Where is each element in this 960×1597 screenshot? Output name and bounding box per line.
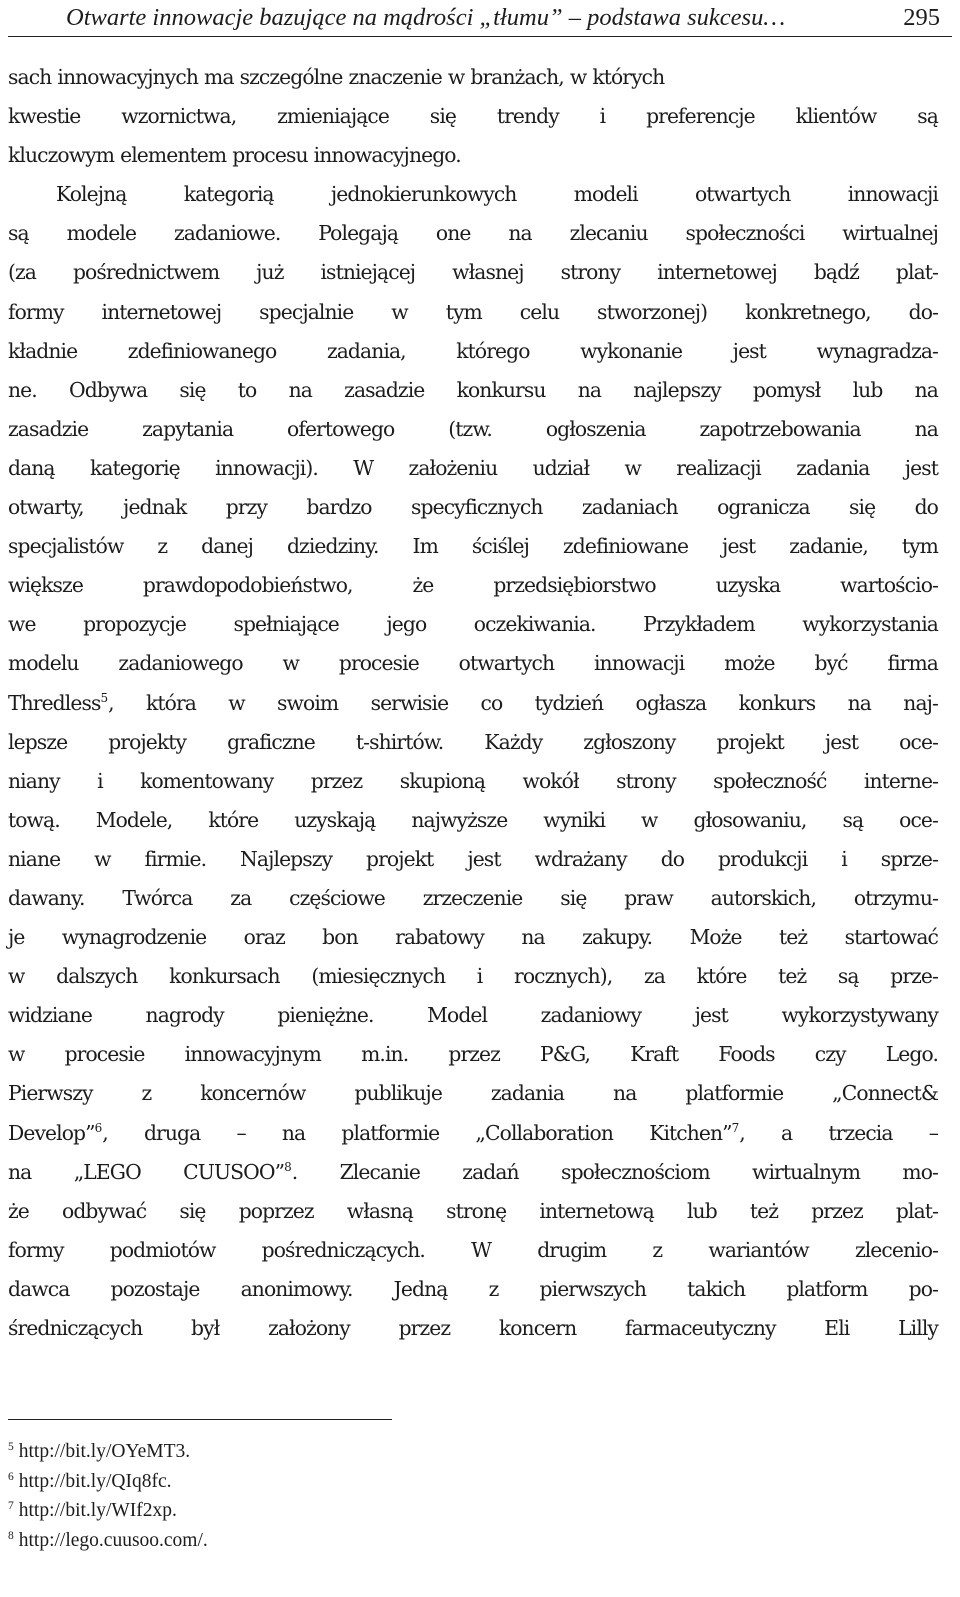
text-line: niany i komentowany przez skupioną wokół strony społeczność interne- (8, 768, 938, 793)
footnote-ref-6: 6 (94, 1120, 103, 1135)
text-line: że odbywać się poprzez własną stronę internetową lub też przez plat- (8, 1198, 938, 1223)
text-line: sach innowacyjnych ma szczególne znaczenie w branżach, w których (8, 65, 665, 89)
footnote-ref-8: 8 (284, 1159, 292, 1174)
text-line: Pierwszy z koncernów publikuje zadania na platformie „Connect& (8, 1081, 938, 1106)
text-run: Develop” (8, 1120, 95, 1145)
body-paragraphs (8, 58, 938, 1348)
header-title: Otwarte innowacje bazujące na mądrości „tłumu” – podstawa sukcesu… (66, 4, 786, 31)
text-line: lepsze projekty graficzne t-shirtów. Każdy zgłoszony projekt jest oce- (8, 729, 938, 754)
footnote-number: 6 (8, 1470, 14, 1483)
text-run: , która w swoim serwisie co tydzień ogłasza konkurs na naj- (108, 690, 938, 715)
footnote-8 (8, 1526, 208, 1556)
footnote-link[interactable]: http://bit.ly/OYeMT3. (18, 1441, 191, 1462)
footnote-link[interactable]: http://bit.ly/WIf2xp. (18, 1500, 177, 1521)
text-run: , a trzecia – (739, 1120, 938, 1145)
text-line: w dalszych konkursach (miesięcznych i rocznych), za które też są prze- (8, 964, 938, 989)
text-line: dawca pozostaje anonimowy. Jedną z pierwszych takich platform po- (8, 1276, 938, 1301)
text-run: na „LEGO CUUSOO” (8, 1159, 285, 1184)
text-line: otwarty, jednak przy bardzo specyficznych zadaniach ogranicza się do (8, 495, 938, 520)
text-line: formy podmiotów pośredniczących. W drugim z wariantów zlecenio- (8, 1237, 938, 1262)
page-number: 295 (903, 4, 940, 31)
footnote-7 (8, 1496, 208, 1526)
text-line: modelu zadaniowego w procesie otwartych innowacji może być firma (8, 651, 938, 676)
text-line: większe prawdopodobieństwo, że przedsiębiorstwo uzyska wartościo- (8, 573, 938, 598)
footnote-ref-7: 7 (731, 1120, 740, 1135)
text-line: Kolejną kategorią jednokierunkowych modeli otwartych innowacji (56, 182, 938, 207)
text-line (8, 1114, 938, 1153)
text-run: Thredless (8, 690, 101, 715)
text-line: kładnie zdefiniowanego zadania, którego wykonanie jest wynagradza- (8, 338, 938, 363)
text-line (8, 684, 938, 723)
text-line: zasadzie zapytania ofertowego (tzw. ogłoszenia zapotrzebowania na (8, 416, 938, 441)
footnote-link[interactable]: http://bit.ly/QIq8fc. (18, 1470, 172, 1492)
text-run: , druga – na platformie „Collaboration Kitchen” (102, 1120, 732, 1145)
text-line: średniczących był założony przez koncern farmaceutyczny Eli Lilly (8, 1316, 938, 1340)
text-line: tową. Modele, które uzyskają najwyższe wyniki w głosowaniu, są oce- (8, 807, 938, 832)
text-line (8, 1153, 938, 1192)
footnote-number: 5 (8, 1441, 14, 1453)
text-line: we propozycje spełniające jego oczekiwania. Przykładem wykorzystania (8, 612, 938, 637)
footnote-number: 8 (8, 1529, 14, 1542)
text-line: formy internetowej specjalnie w tym celu stworzonej) konkretnego, do- (8, 299, 938, 324)
running-header (8, 2, 952, 37)
text-run: . Zlecanie zadań społecznościom wirtualnym mo- (291, 1159, 938, 1184)
text-line: dawany. Twórca za częściowe zrzeczenie się praw autorskich, otrzymu- (8, 885, 938, 910)
text-line: widziane nagrody pieniężne. Model zadaniowy jest wykorzystywany (8, 1003, 938, 1028)
text-line: ne. Odbywa się to na zasadzie konkursu na najlepszy pomysł lub na (8, 377, 938, 402)
footnote-number: 7 (8, 1500, 14, 1512)
footnote-link[interactable]: http://lego.cuusoo.com/. (18, 1529, 208, 1551)
text-line: (za pośrednictwem już istniejącej własnej strony internetowej bądź plat- (8, 260, 938, 285)
footnote-separator (8, 1419, 392, 1420)
footnote-ref-5: 5 (100, 690, 109, 705)
text-line: w procesie innowacyjnym m.in. przez P&G, Kraft Foods czy Lego. (8, 1042, 938, 1067)
text-line: daną kategorię innowacji). W założeniu udział w realizacji zadania jest (8, 455, 938, 480)
text-line: kwestie wzornictwa, zmieniające się trendy i preferencje klientów są (8, 104, 938, 129)
text-line: specjalistów z danej dziedziny. Im ściślej zdefiniowane jest zadanie, tym (8, 534, 938, 559)
text-line: je wynagrodzenie oraz bon rabatowy na zakupy. Może też startować (8, 925, 938, 950)
text-line: są modele zadaniowe. Polegają one na zlecaniu społeczności wirtualnej (8, 221, 938, 246)
footnote-6 (8, 1467, 208, 1497)
text-line: niane w firmie. Najlepszy projekt jest wdrażany do produkcji i sprze- (8, 846, 938, 871)
footnotes (8, 1437, 208, 1555)
footnote-5 (8, 1437, 208, 1467)
text-line: kluczowym elementem procesu innowacyjnego. (8, 143, 461, 168)
